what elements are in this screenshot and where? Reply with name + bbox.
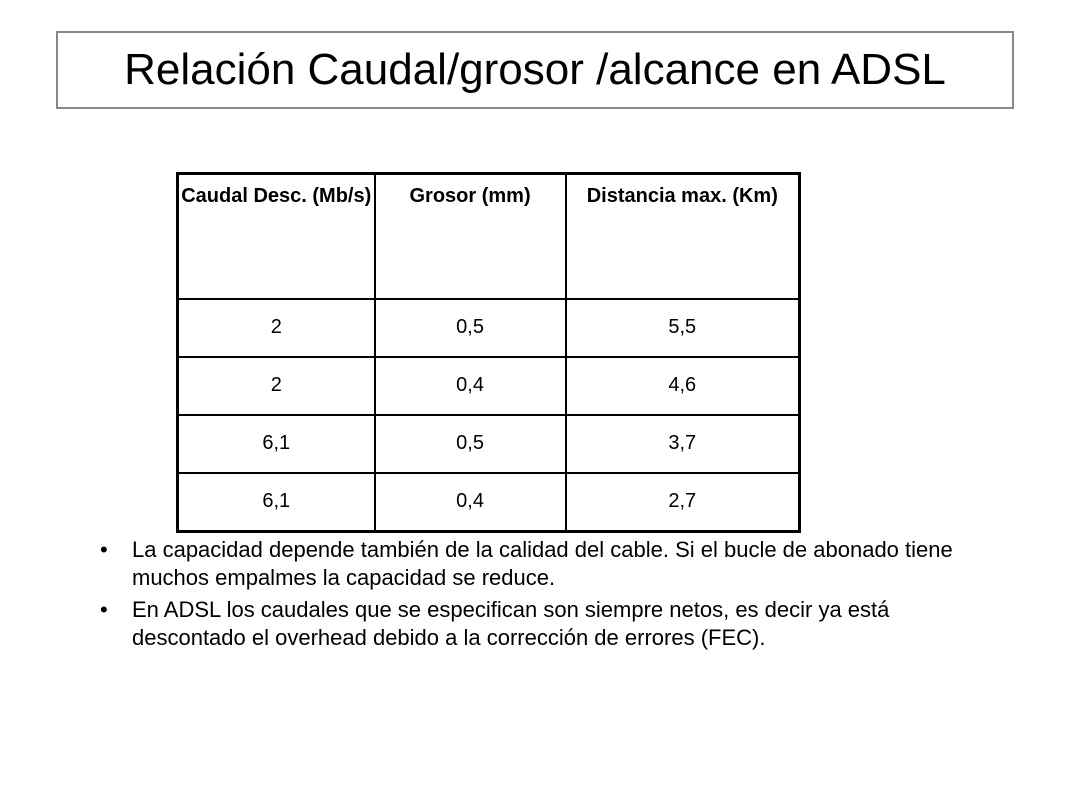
table-row [178, 473, 800, 532]
table-cell: 5,5 [566, 299, 800, 357]
table-header-cell: Caudal Desc. (Mb/s) [178, 174, 375, 299]
table-cell: 0,5 [375, 415, 566, 473]
table-cell: 0,4 [375, 473, 566, 532]
data-table [176, 172, 801, 533]
table-cell: 2 [178, 299, 375, 357]
bullet-icon: • [100, 537, 108, 562]
title-box [56, 31, 1014, 109]
list-item [100, 596, 1000, 652]
bullet-text: La capacidad depende también de la calidad del cable. Si el bucle de abonado tiene muchos empalmes la capacidad se reduce. [132, 537, 953, 590]
table-cell: 0,4 [375, 357, 566, 415]
slide-title: Relación Caudal/grosor /alcance en ADSL [124, 45, 946, 94]
table-header-cell: Distancia max. (Km) [566, 174, 800, 299]
table-row [178, 299, 800, 357]
table-cell: 0,5 [375, 299, 566, 357]
table-cell: 6,1 [178, 473, 375, 532]
table-row [178, 357, 800, 415]
bullet-icon: • [100, 597, 108, 622]
table-cell: 4,6 [566, 357, 800, 415]
table-header-cell: Grosor (mm) [375, 174, 566, 299]
table-cell: 2,7 [566, 473, 800, 532]
table-cell: 2 [178, 357, 375, 415]
list-item [100, 536, 1000, 592]
bullet-list [100, 536, 1000, 656]
table-cell: 6,1 [178, 415, 375, 473]
table-row [178, 415, 800, 473]
bullet-text: En ADSL los caudales que se especifican son siempre netos, es decir ya está descontado el overhead debido a la corrección de errores (FEC). [132, 597, 890, 650]
table-cell: 3,7 [566, 415, 800, 473]
table-header-row [178, 174, 800, 299]
